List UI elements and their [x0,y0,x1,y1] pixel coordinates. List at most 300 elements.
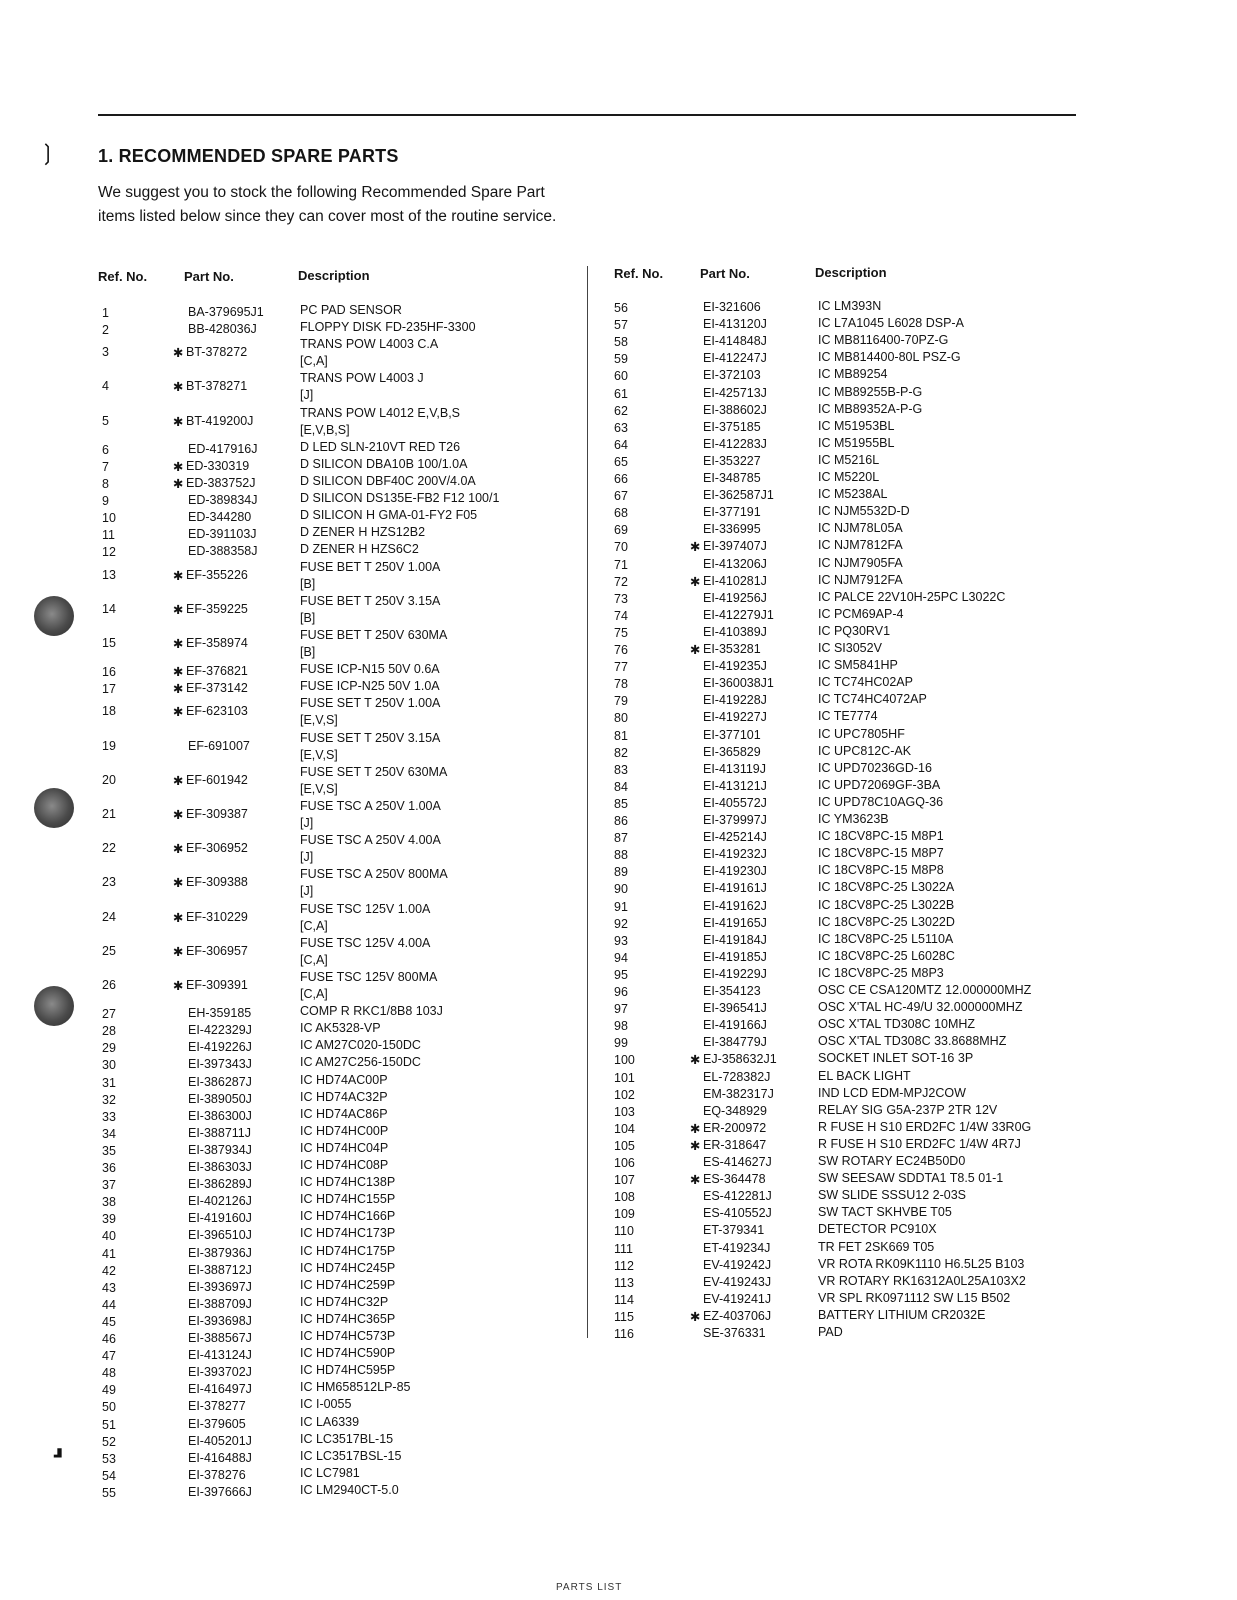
table-row [0,453,1237,470]
part-number: EI-353227 [703,453,761,468]
part-description: FUSE BET T 250V 630MA [300,627,448,642]
part-description: D SILICON DBA10B 100/1.0A [300,456,468,471]
part-number: EI-386303J [188,1160,252,1174]
ref-number: 16 [102,665,116,680]
part-description: OSC X'TAL TD308C 33.8688MHZ [818,1034,1007,1049]
header-desc-left: Description [298,268,370,283]
part-number: BT-378271 [186,379,248,394]
binder-mark-bottom: ⸥ [52,1430,64,1460]
part-number: EJ-358632J1 [703,1052,777,1067]
part-description: IC HD74HC595P [300,1363,396,1378]
part-description: IC 18CV8PC-25 L3022A [818,880,955,895]
part-number: EI-413124J [188,1348,252,1363]
part-description: D SILICON DBF40C 200V/4.0A [300,474,476,488]
table-row [0,624,1237,641]
header-part-right: Part No. [700,266,750,281]
part-description: IC NJM5532D-D [818,504,910,519]
ref-number: 107 [614,1173,635,1188]
part-description: SW SEESAW SDDTA1 T8.5 01-1 [818,1171,1004,1186]
part-description: FUSE TSC A 250V 800MA [300,867,448,882]
recommended-star-icon: ✱ [690,1138,701,1153]
part-number: EI-386300J [188,1108,252,1123]
part-description: IC PCM69AP-4 [818,606,904,621]
table-row [0,675,1237,692]
part-description: OSC X'TAL TD308C 10MHZ [818,1017,976,1032]
table-row [0,1034,1237,1051]
ref-number: 96 [614,985,628,999]
part-number: EF-306957 [186,943,248,958]
part-number: EI-362587J1 [703,488,774,503]
ref-number: 19 [102,738,116,753]
recommended-star-icon: ✱ [173,876,184,891]
part-number: EI-419185J [703,949,767,964]
table-row [0,983,1237,1000]
ref-number: 113 [614,1275,634,1290]
part-number: EI-419229J [703,966,767,981]
ref-number: 116 [614,1327,634,1341]
ref-number: 108 [614,1190,635,1205]
part-description: IC YM3623B [818,812,889,826]
ref-number: 24 [102,909,116,924]
part-description: BATTERY LITHIUM CR2032E [818,1307,986,1322]
part-description: IC HD74HC155P [300,1192,396,1207]
part-number: EI-414848J [703,334,767,349]
part-number: ET-419234J [703,1240,771,1255]
ref-number: 17 [102,682,116,697]
part-description: TRANS POW L4012 E,V,B,S [300,405,461,420]
ref-number: 82 [614,745,628,760]
ref-number: 77 [614,660,628,675]
ref-number: 13 [102,567,116,582]
region-code: [J] [300,815,314,830]
table-row [0,607,1237,624]
ref-number: 102 [614,1087,635,1102]
part-number: EI-393702J [188,1365,252,1380]
part-number: EI-416488J [188,1450,252,1465]
part-number: EF-376821 [186,664,248,679]
part-number: EI-388602J [703,402,767,417]
table-row [0,1308,1237,1325]
ref-number: 101 [614,1070,635,1085]
part-number: EF-306952 [186,841,248,856]
part-description: IC MB89255B-P-G [818,384,923,399]
part-description: IC HD74HC590P [300,1346,396,1361]
part-number: ES-410552J [703,1206,772,1221]
part-description: IC 18CV8PC-15 M8P1 [818,829,944,844]
part-number: EI-393698J [188,1313,252,1328]
table-row [0,470,1237,487]
part-description: IC HD74HC573P [300,1329,396,1343]
ref-number: 9 [102,494,109,509]
part-description: SW SLIDE SSSU12 2-03S [818,1188,966,1203]
ref-number: 64 [614,437,628,452]
table-row [0,1069,1237,1086]
table-row [0,487,1237,504]
table-row [0,1000,1237,1017]
part-number: EF-358974 [186,635,248,650]
recommended-star-icon: ✱ [173,978,184,993]
table-row [0,658,1237,675]
ref-number: 106 [614,1156,635,1170]
part-number: EI-388712J [188,1262,252,1277]
ref-number: 36 [102,1161,116,1175]
recommended-star-icon: ✱ [173,602,184,617]
part-description: FUSE SET T 250V 630MA [300,764,448,779]
part-description: IC UPC812C-AK [818,743,912,758]
part-number: EI-412279J1 [703,607,774,622]
ref-number: 85 [614,796,628,811]
ref-number: 91 [614,899,628,914]
part-description: IC HD74HC166P [300,1209,396,1224]
recommended-star-icon: ✱ [173,380,184,395]
part-number: BT-419200J [186,413,254,428]
table-row [0,1171,1237,1188]
part-description: IC HD74HC175P [300,1243,396,1258]
part-number: EI-419232J [703,847,767,862]
recommended-star-icon: ✱ [690,540,701,555]
table-row [0,1086,1237,1103]
part-description: IC 18CV8PC-15 M8P8 [818,863,944,878]
part-number: EQ-348929 [703,1103,767,1118]
part-number: EI-419161J [703,881,767,896]
part-description: EL BACK LIGHT [818,1068,911,1083]
ref-number: 70 [614,540,628,555]
part-number: EI-375185 [703,419,761,434]
part-number: EI-348785 [703,471,761,485]
table-row [0,1291,1237,1308]
table-row [0,1257,1237,1274]
table-row [0,521,1237,538]
table-row [0,966,1237,983]
part-description: FUSE BET T 250V 1.00A [300,559,441,574]
part-description: IC TC74HC02AP [818,675,913,690]
ref-number: 104 [614,1121,635,1136]
part-description: R FUSE H S10 ERD2FC 1/4W 33R0G [818,1119,1032,1134]
table-row [0,1205,1237,1222]
part-number: ED-330319 [186,458,250,473]
part-description: IC I-0055 [300,1397,352,1412]
ref-number: 111 [614,1241,634,1256]
part-description: IC MB89352A-P-G [818,401,923,416]
table-row [0,898,1237,915]
part-description: IC M51953BL [818,418,895,433]
ref-number: 26 [102,977,116,992]
part-number: EI-410389J [703,624,767,639]
recommended-star-icon: ✱ [690,1121,701,1136]
ref-number: 34 [102,1126,116,1141]
part-description: R FUSE H S10 ERD2FC 1/4W 4R7J [818,1136,1021,1151]
part-number: EI-354123 [703,984,761,998]
part-description: FUSE SET T 250V 3.15A [300,730,441,745]
table-row [0,333,1237,350]
part-description: IC HD74HC365P [300,1311,396,1326]
part-description: IC SM5841HP [818,658,898,673]
ref-number: 32 [102,1092,116,1107]
ref-number: 60 [614,369,628,384]
table-row [0,795,1237,812]
part-number: EV-419243J [703,1274,772,1289]
part-description: IC LC3517BL-15 [300,1431,394,1446]
table-row [0,949,1237,966]
table-row [0,367,1237,384]
ref-number: 65 [614,454,628,469]
region-code: [C,A] [300,354,328,369]
recommended-star-icon: ✱ [173,346,184,361]
part-description: IC NJM78L05A [818,521,903,536]
region-code: [C,A] [300,952,328,967]
ref-number: 69 [614,523,628,538]
part-number: EF-309387 [186,806,248,821]
region-code: [C,A] [300,986,328,1001]
table-row [0,829,1237,846]
part-number: EI-419230J [703,864,767,879]
table-row [0,1188,1237,1205]
table-row [0,761,1237,778]
region-code: [E,V,S] [300,713,338,728]
ref-number: 103 [614,1104,635,1119]
part-number: EI-413121J [703,778,767,793]
header-ref-right: Ref. No. [614,266,664,281]
part-description: IC PQ30RV1 [818,623,891,638]
region-code: [E,V,S] [300,781,338,796]
part-number: EI-389050J [188,1091,252,1106]
ref-number: 18 [102,704,116,719]
part-number: EI-416497J [188,1382,252,1397]
recommended-star-icon: ✱ [173,910,184,925]
ref-number: 67 [614,489,628,504]
table-row [0,778,1237,795]
ref-number: 46 [102,1332,116,1346]
part-description: IC NJM7812FA [818,538,903,553]
table-row [0,692,1237,709]
part-number: EI-386289J [188,1177,252,1192]
ref-number: 100 [614,1053,635,1068]
ref-number: 98 [614,1019,628,1034]
part-number: EI-378276 [188,1467,246,1482]
ref-number: 80 [614,711,628,726]
part-number: EI-377101 [703,727,761,742]
ref-number: 33 [102,1109,116,1124]
part-number: EI-397666J [188,1484,252,1499]
ref-number: 48 [102,1366,116,1381]
recommended-star-icon: ✱ [690,1173,701,1188]
part-number: ED-383752J [186,476,256,490]
part-description: IC HM658512LP-85 [300,1380,411,1395]
part-number: EI-321606 [703,300,761,314]
region-code: [B] [300,644,316,659]
part-number: EI-388709J [188,1296,252,1311]
part-description: IND LCD EDM-MPJ2COW [818,1085,966,1100]
part-description: VR SPL RK0971112 SW L15 B502 [818,1290,1011,1305]
table-row [0,385,1237,402]
part-description: IC HD74AC00P [300,1072,388,1087]
ref-number: 14 [102,601,116,616]
ref-number: 63 [614,420,628,435]
part-description: IC LA6339 [300,1414,360,1429]
part-number: ED-389834J [188,493,258,508]
top-rule [98,114,1076,116]
part-description: IC TE7774 [818,709,878,724]
table-row [0,350,1237,367]
ref-number: 4 [102,379,109,394]
table-row [0,504,1237,521]
part-description: IC 18CV8PC-25 L6028C [818,948,955,963]
table-row [0,880,1237,897]
part-description: IC MB814400-80L PSZ-G [818,350,961,365]
ref-number: 57 [614,318,628,333]
part-description: IC LM393N [818,299,882,313]
part-description: IC MB8116400-70PZ-G [818,333,949,348]
ref-number: 22 [102,841,116,856]
ref-number: 68 [614,506,628,521]
table-row [0,1432,587,1449]
part-number: EI-353281 [703,642,761,656]
table-row [0,1466,587,1483]
part-number: EI-387936J [188,1245,252,1260]
table-row [0,915,1237,932]
recommended-star-icon: ✱ [173,459,184,474]
recommended-star-icon: ✱ [173,682,184,697]
part-number: EI-422329J [188,1023,252,1038]
part-description: TR FET 2SK669 T05 [818,1239,935,1254]
binder-mark-top: ❳ [38,140,57,165]
table-row [0,1240,1237,1257]
part-description: OSC X'TAL HC-49/U 32.000000MHZ [818,1000,1023,1015]
ref-number: 42 [102,1263,116,1278]
part-description: FUSE SET T 250V 1.00A [300,696,441,711]
ref-number: 29 [102,1041,116,1056]
ref-number: 12 [102,545,116,560]
ref-number: 76 [614,643,628,657]
table-row [0,316,1237,333]
ref-number: 53 [102,1451,116,1466]
part-number: EI-413119J [703,761,767,776]
part-number: EI-365829 [703,744,761,759]
part-description: PAD [818,1325,843,1339]
ref-number: 50 [102,1400,116,1415]
part-number: BT-378272 [186,345,248,360]
recommended-star-icon: ✱ [690,1053,701,1068]
ref-number: 30 [102,1058,116,1073]
part-description: IC HD74HC08P [300,1158,389,1172]
region-code: [B] [300,610,316,625]
part-description: IC M5220L [818,470,880,484]
part-number: EI-396541J [703,1001,767,1016]
table-row [0,1325,1237,1342]
table-row [0,1363,587,1380]
part-number: EF-691007 [188,738,250,753]
part-description: IC LC3517BSL-15 [300,1448,402,1463]
ref-number: 73 [614,591,628,606]
recommended-star-icon: ✱ [690,1309,701,1324]
part-number: EI-379605 [188,1416,246,1431]
part-number: EI-377191 [703,505,761,520]
part-number: ED-417916J [188,441,258,456]
part-description: IC MB89254 [818,367,888,382]
part-description: IC UPD78C10AGQ-36 [818,794,944,809]
part-number: EM-382317J [703,1086,774,1101]
part-description: IC HD74HC04P [300,1140,389,1155]
table-row [0,744,1237,761]
part-number: EF-355226 [186,567,248,582]
ref-number: 27 [102,1007,116,1022]
part-description: IC HD74AC32P [300,1089,388,1104]
part-number: EI-419184J [703,932,767,947]
table-row [0,846,1237,863]
part-description: IC NJM7912FA [818,572,903,587]
ref-number: 81 [614,728,628,743]
ref-number: 95 [614,967,628,982]
part-description: IC M51955BL [818,435,895,450]
table-row [0,402,1237,419]
region-code: [J] [300,850,314,865]
part-number: EI-410281J [703,573,767,588]
ref-number: 45 [102,1314,116,1329]
table-row [0,1222,1237,1239]
recommended-star-icon: ✱ [173,807,184,822]
recommended-star-icon: ✱ [173,705,184,720]
ref-number: 72 [614,574,628,589]
ref-number: 6 [102,442,109,457]
part-number: EI-405572J [703,795,767,810]
part-description: IC LC7981 [300,1465,360,1480]
part-number: EF-309388 [186,875,248,890]
part-number: EI-412247J [703,351,767,366]
part-description: IC HD74HC245P [300,1260,396,1275]
part-number: ER-200972 [703,1120,767,1135]
part-description: IC LM2940CT-5.0 [300,1482,399,1497]
part-description: IC M5238AL [818,487,888,502]
recommended-star-icon: ✱ [173,636,184,651]
intro-paragraph: We suggest you to stock the following Recommended Spare Part items listed below since they can cover most of the routine service. [98,184,557,225]
ref-number: 23 [102,875,116,890]
part-number: EF-373142 [186,681,248,696]
part-number: SE-376331 [703,1326,766,1340]
part-description: DETECTOR PC910X [818,1222,937,1237]
ref-number: 105 [614,1138,635,1153]
part-number: EV-419241J [703,1291,772,1306]
part-description: IC L7A1045 L6028 DSP-A [818,316,964,331]
part-number: EF-601942 [186,772,248,787]
ref-number: 58 [614,335,628,350]
part-description: PC PAD SENSOR [300,303,402,317]
table-row [0,1415,587,1432]
part-description: FUSE TSC 125V 4.00A [300,935,431,950]
ref-number: 86 [614,814,628,828]
part-description: FUSE BET T 250V 3.15A [300,593,441,608]
ref-number: 71 [614,557,628,572]
ref-number: 109 [614,1207,635,1222]
table-row [0,1120,1237,1137]
ref-number: 115 [614,1309,634,1324]
part-number: EI-379997J [703,813,767,827]
part-description: IC 18CV8PC-25 L5110A [818,931,954,946]
part-number: EI-336995 [703,522,761,537]
part-description: FUSE ICP-N15 50V 0.6A [300,662,440,677]
part-number: EI-419226J [188,1040,252,1055]
part-description: IC 18CV8PC-15 M8P7 [818,846,944,861]
part-number: ES-412281J [703,1189,772,1204]
part-number: EI-412283J [703,436,767,451]
ref-number: 79 [614,694,628,709]
ref-number: 87 [614,831,628,846]
region-code: [E,V,B,S] [300,422,350,437]
part-number: ED-344280 [188,510,252,525]
part-description: VR ROTA RK09K1110 H6.5L25 B103 [818,1256,1025,1271]
part-description: VR ROTARY RK16312A0L25A103X2 [818,1273,1026,1288]
part-description: TRANS POW L4003 C.A [300,337,439,352]
part-number: EF-359225 [186,601,248,616]
